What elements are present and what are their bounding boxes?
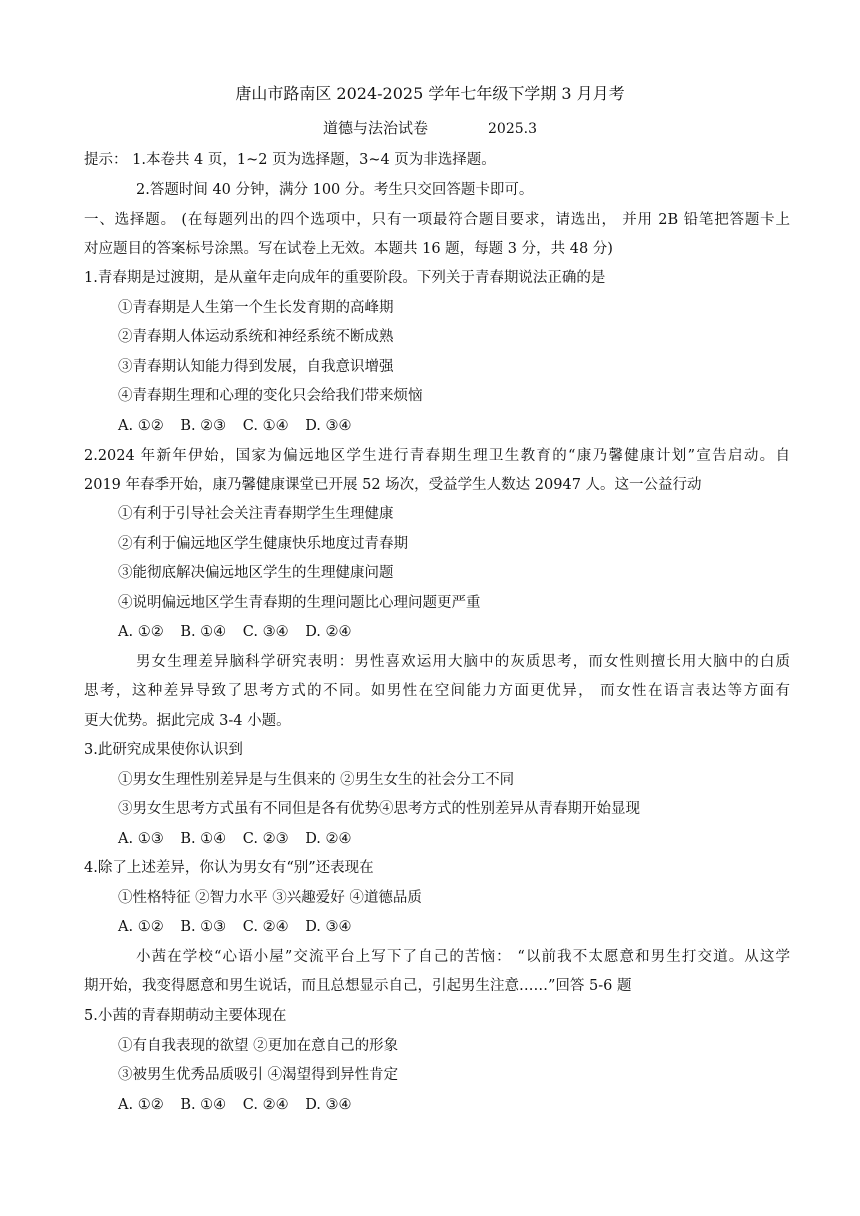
question-2-stem-line-1: 2.2024 年新年伊始，国家为偏远地区学生进行青春期生理卫生教育的“康乃馨健康计划”宣告启动。自 [84, 448, 790, 464]
question-5-option-a: A. ①② [118, 1097, 164, 1113]
material-5-6-line-2: 期开始，我变得愿意和男生说话，而且总想显示自己，引起男生注意……”回答 5-6 题 [84, 978, 632, 994]
question-1-option-a: A. ①② [118, 418, 164, 434]
section-1-instructions-line-2: 对应题目的答案标号涂黑。写在试卷上无效。本题共 16 题，每题 3 分，共 48 分) [84, 241, 613, 257]
question-4-option-a: A. ①② [118, 919, 164, 935]
question-4-option-b: B. ①③ [180, 919, 227, 935]
material-3-4-line-2: 思考，这种差异导致了思考方式的不同。如男性在空间能力方面更优异， 而女性在语言表达等方面有 [84, 683, 790, 699]
material-5-6-line-1: 小茜在学校“心语小屋”交流平台上写下了自己的苦恼： “以前我不太愿意和男生打交道。从这学 [136, 949, 790, 965]
question-5-option-d: D. ③④ [305, 1097, 352, 1113]
question-1-option-c: C. ①④ [242, 418, 289, 434]
question-1-options [118, 416, 790, 436]
question-5-items-row-1: ①有自我表现的欲望 ②更加在意自己的形象 [118, 1038, 399, 1054]
question-2-options [118, 622, 790, 642]
question-3-option-d: D. ②④ [305, 831, 352, 847]
question-3-option-a: A. ①③ [118, 831, 164, 847]
question-2-option-d: D. ②④ [305, 624, 352, 640]
question-4-option-c: C. ②④ [242, 919, 289, 935]
question-1-item-2: ②青春期人体运动系统和神经系统不断成熟 [118, 329, 394, 345]
tips-line-2: 2.答题时间 40 分钟，满分 100 分。考生只交回答题卡即可。 [136, 182, 534, 198]
question-5-stem: 5.小茜的青春期萌动主要体现在 [84, 1008, 287, 1024]
question-2-item-4: ④说明偏远地区学生青春期的生理问题比心理问题更严重 [118, 595, 481, 611]
question-3-stem: 3.此研究成果使你认识到 [84, 742, 243, 758]
material-3-4-line-1: 男女生理差异脑科学研究表明：男性喜欢运用大脑中的灰质思考，而女性则擅长用大脑中的白质 [136, 654, 790, 670]
question-4-options [118, 917, 790, 937]
exam-date: 2025.3 [488, 121, 537, 137]
question-2-option-b: B. ①④ [180, 624, 227, 640]
question-3-options [118, 829, 790, 849]
question-1-item-1: ①青春期是人生第一个生长发育期的高峰期 [118, 300, 394, 316]
subject-name: 道德与法治试卷 [322, 119, 428, 137]
question-4-items-row: ①性格特征 ②智力水平 ③兴趣爱好 ④道德品质 [118, 890, 422, 906]
exam-title: 唐山市路南区 2024-2025 学年七年级下学期 3 月月考 [235, 84, 625, 103]
question-1-option-d: D. ③④ [305, 418, 352, 434]
question-3-items-row-2: ③男女生思考方式虽有不同但是各有优势④思考方式的性别差异从青春期开始显现 [118, 801, 640, 817]
question-2-item-1: ①有利于引导社会关注青春期学生生理健康 [118, 506, 394, 522]
tips-line-1: 提示： 1.本卷共 4 页，1~2 页为选择题，3~4 页为非选择题。 [84, 152, 496, 168]
exam-subtitle [0, 118, 860, 139]
question-2-option-c: C. ③④ [242, 624, 289, 640]
question-2-stem-line-2: 2019 年春季开始，康乃馨健康课堂已开展 52 场次，受益学生人数达 20947 人。这一公益行动 [84, 477, 702, 493]
question-1-stem: 1.青春期是过渡期，是从童年走向成年的重要阶段。下列关于青春期说法正确的是 [84, 270, 606, 286]
question-1-option-b: B. ②③ [180, 418, 227, 434]
question-4-option-d: D. ③④ [305, 919, 352, 935]
question-1-item-3: ③青春期认知能力得到发展，自我意识增强 [118, 359, 394, 375]
question-3-option-c: C. ②③ [242, 831, 289, 847]
question-5-items-row-2: ③被男生优秀品质吸引 ④渴望得到异性肯定 [118, 1067, 399, 1083]
question-2-item-3: ③能彻底解决偏远地区学生的生理健康问题 [118, 565, 394, 581]
question-1-item-4: ④青春期生理和心理的变化只会给我们带来烦恼 [118, 388, 423, 404]
question-2-option-a: A. ①② [118, 624, 164, 640]
question-2-item-2: ②有利于偏远地区学生健康快乐地度过青春期 [118, 536, 408, 552]
section-1-instructions-line-1: 一、选择题。 (在每题列出的四个选项中，只有一项最符合题目要求，请选出， 并用 2B 铅笔把答题卡上 [84, 212, 790, 228]
question-5-options [118, 1095, 790, 1115]
question-3-option-b: B. ①④ [180, 831, 227, 847]
material-3-4-line-3: 更大优势。据此完成 3-4 小题。 [84, 713, 291, 729]
question-5-option-b: B. ①④ [180, 1097, 227, 1113]
question-3-items-row-1: ①男女生理性别差异是与生俱来的 ②男生女生的社会分工不同 [118, 772, 515, 788]
question-4-stem: 4.除了上述差异，你认为男女有“别”还表现在 [84, 860, 374, 876]
question-5-option-c: C. ②④ [242, 1097, 289, 1113]
